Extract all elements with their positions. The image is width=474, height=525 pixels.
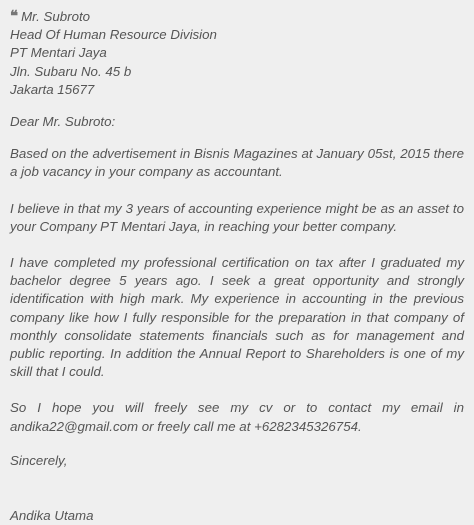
- recipient-street: Jln. Subaru No. 45 b: [10, 63, 132, 79]
- paragraph-experience: I believe in that my 3 years of accounting experience might be as an asset to your Company PT Mentari Jaya, in reaching your better company.: [10, 200, 464, 234]
- closing: Sincerely,: [10, 452, 68, 468]
- paragraph-qualifications: I have completed my professional certification on tax after I graduated my bachelor degree 5 years ago. I seek a great opportunity and strongly identification with high mark. My experience in accounting in the previous company like how I fully responsible for the preparation in that company of monthly consolidate statements financials such as for management and public reporting. In addition the Annual Report to Shareholders is one of my skill that I could.: [10, 255, 464, 380]
- salutation: Dear Mr. Subroto:: [10, 114, 116, 130]
- recipient-address: [10, 7, 464, 99]
- recipient-city: Jakarta 15677: [10, 81, 95, 97]
- signature-name: Andika Utama: [10, 508, 94, 524]
- recipient-company: PT Mentari Jaya: [10, 45, 107, 61]
- paragraph-intro: Based on the advertisement in Bisnis Magazines at January 05st, 2015 there a job vacancy in your company as accountant.: [10, 146, 464, 180]
- recipient-name: Mr. Subroto: [21, 9, 91, 24]
- recipient-title: Head Of Human Resource Division: [10, 27, 217, 43]
- paragraph-contact: So I hope you will freely see my cv or to contact my email in andika22@gmail.com or freely call me at +6282345326754.: [10, 400, 464, 434]
- quote-mark-icon: ❝: [10, 7, 18, 25]
